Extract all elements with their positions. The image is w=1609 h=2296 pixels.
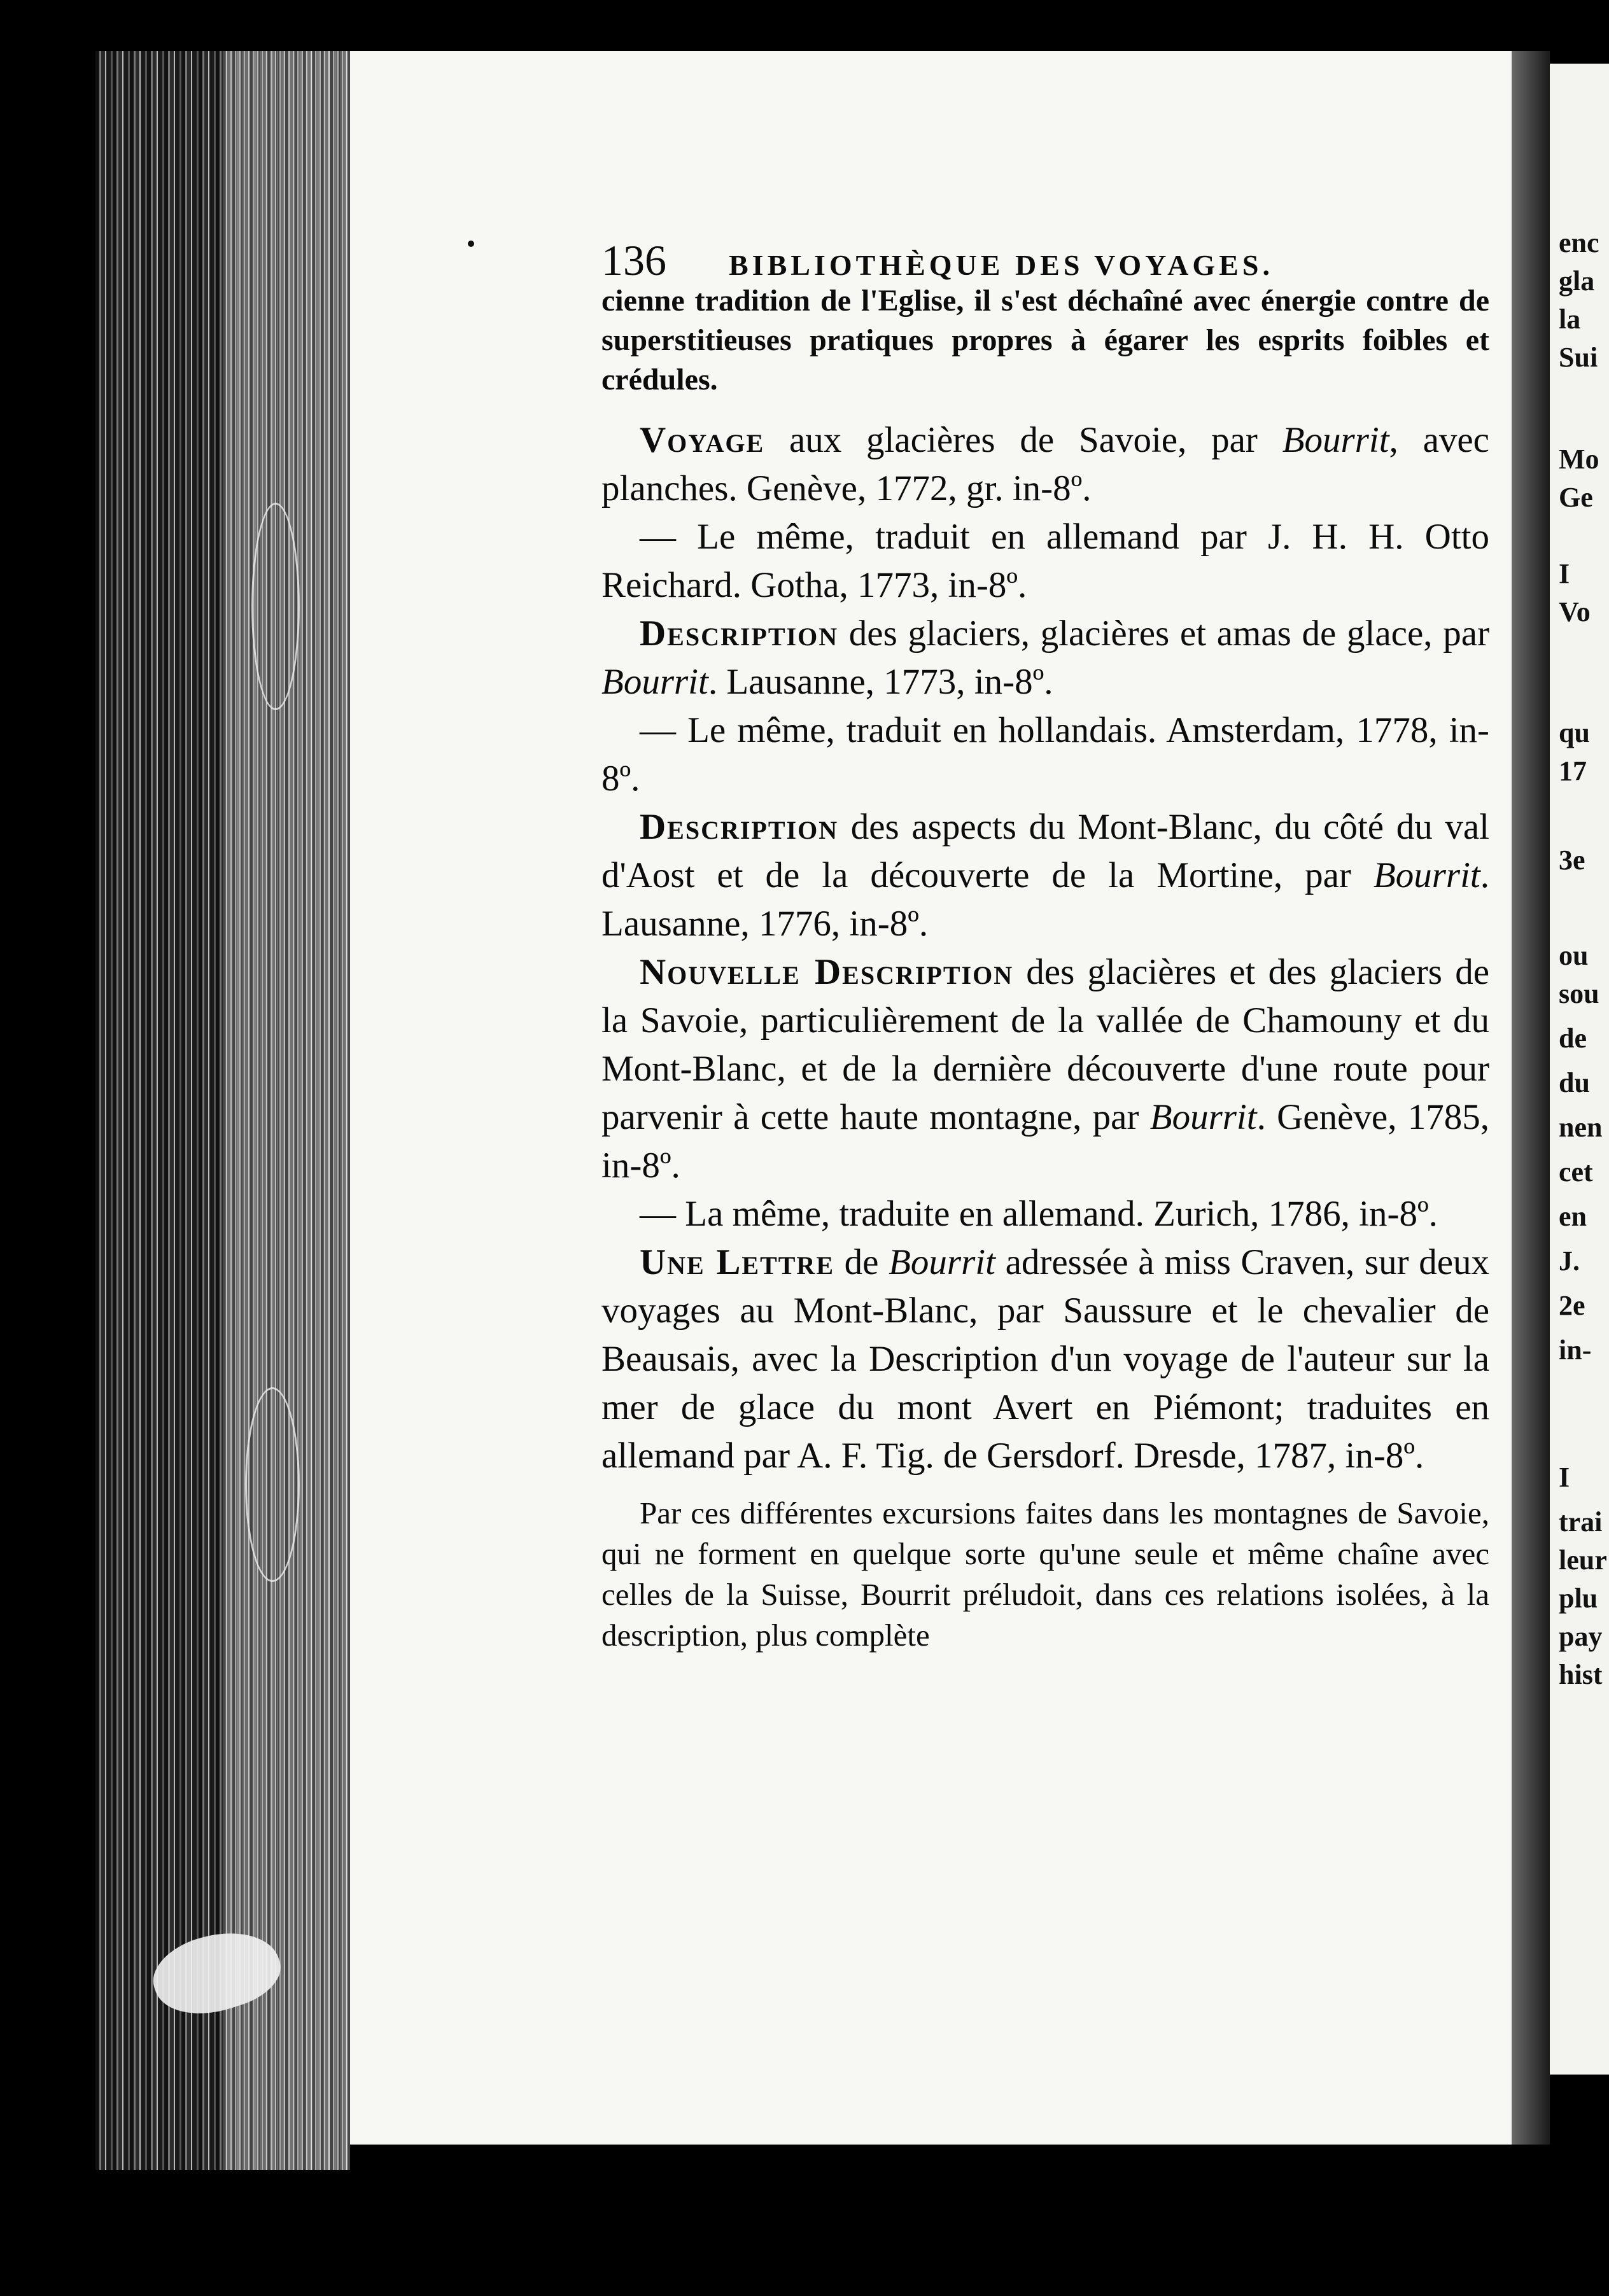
facing-page-fragment: cet (1559, 1156, 1593, 1187)
bibliography-entry (601, 610, 1489, 706)
bibliography-entry (601, 948, 1489, 1190)
bibliography-entries (601, 416, 1489, 1480)
facing-page-fragment: 3e (1559, 844, 1585, 876)
facing-page-fragment: nen (1559, 1112, 1603, 1143)
book-gutter (1512, 51, 1550, 2145)
entry-text: — Le même, traduit en hollandais. Amsterdam, 1778, in-8º. (601, 710, 1489, 799)
facing-page-fragment: gla (1559, 265, 1595, 297)
entry-translation (601, 1190, 1489, 1238)
entry-text: aux glacières de Savoie, par (764, 420, 1282, 460)
text-block (601, 235, 1489, 1656)
facing-page-fragment: Sui (1559, 342, 1598, 373)
entry-text: . Genève, 1785, in-8º. (601, 1097, 1489, 1186)
entry-heading: Voyage (640, 420, 765, 460)
entry-text: . Lausanne, 1773, in-8º. (708, 662, 1053, 702)
facing-page-fragment: du (1559, 1067, 1590, 1098)
entry-text: — La même, traduite en allemand. Zurich, 1786, in-8º. (640, 1194, 1438, 1234)
facing-page-fragment: pay (1559, 1621, 1603, 1652)
running-title: BIBLIOTHÈQUE DES VOYAGES. (729, 249, 1274, 281)
facing-page-fragment: J. (1559, 1245, 1580, 1277)
entry-author: Bourrit (1149, 1097, 1257, 1137)
facing-page-fragment: trai (1559, 1506, 1603, 1537)
facing-page-fragment: I (1559, 1462, 1570, 1493)
facing-page-fragment: Vo (1559, 596, 1591, 627)
entry-translation (601, 513, 1489, 610)
facing-page-fragment: la (1559, 304, 1581, 335)
entry-text: des aspects du Mont-Blanc, du côté du val d'Aost et de la découverte de la Mortine, par (601, 807, 1489, 895)
entry-heading: Description (640, 807, 839, 847)
entry-author: Bourrit (1373, 855, 1480, 895)
facing-page-fragment: sou (1559, 978, 1599, 1009)
thread-mark (251, 503, 300, 710)
entry-text: de (834, 1242, 889, 1282)
facing-page-fragment: en (1559, 1201, 1587, 1232)
entry-author: Bourrit (1282, 420, 1389, 460)
closing-paragraph: Par ces différentes excursions faites dans les montagnes de Savoie, qui ne forment en quelque sorte qu'une seule et même chaîne avec celles de la Suisse, Bourrit préludoit, dans ces relations isolées, à la description, plus complète (601, 1495, 1489, 1653)
facing-page-fragment: plu (1559, 1583, 1598, 1614)
running-head (601, 235, 1489, 284)
facing-page-fragment: hist (1559, 1659, 1603, 1690)
bibliography-entry (601, 416, 1489, 513)
entry-heading: Nouvelle Description (640, 952, 1014, 992)
thread-mark (245, 1387, 300, 1582)
entry-text: , avec planches. Genève, 1772, gr. in-8º. (601, 420, 1489, 508)
continued-text: cienne tradition de l'Eglise, il s'est déchaîné avec énergie contre de superstitieuses pratiques propres à égarer les esprits foibles et crédules. (601, 284, 1489, 396)
facing-page-fragment: I (1559, 558, 1570, 589)
facing-page-fragment: Mo (1559, 444, 1599, 475)
page-number: 136 (601, 236, 666, 284)
bibliography-entry (601, 1238, 1489, 1480)
entry-text: des glacières et des glaciers de la Savoie, particulièrement de la vallée de Chamouny et du Mont-Blanc, et de la dernière découverte d'une route pour parvenir à cette haute montagne, par (601, 952, 1489, 1137)
facing-page-fragment: 2e (1559, 1290, 1585, 1321)
entry-author: Bourrit (889, 1242, 995, 1282)
facing-page-fragment: 17 (1559, 755, 1587, 787)
facing-page-fragment: in- (1559, 1334, 1592, 1366)
bibliography-entry (601, 803, 1489, 948)
facing-page-fragment: de (1559, 1023, 1587, 1054)
entry-text: . Lausanne, 1776, in-8º. (601, 855, 1489, 944)
ink-dot (468, 241, 474, 247)
facing-page (1550, 64, 1609, 2075)
facing-page-fragment: leur (1559, 1544, 1607, 1576)
entry-text: des glaciers, glacières et amas de glace, par (838, 613, 1489, 654)
entry-heading: Une Lettre (640, 1242, 834, 1282)
entry-text: adressée à miss Craven, sur deux voyages au Mont-Blanc, par Saussure et le chevalier de Beausais, avec la Description d'un voyage de l'auteur sur la mer de glace du mont Avert en Piémont; traduites en allemand par A. F. Tig. de Gersdorf. Dresde, 1787, in-8º. (601, 1242, 1489, 1476)
entry-text: — Le même, traduit en allemand par J. H. H. Otto Reichard. Gotha, 1773, in-8º. (601, 517, 1489, 605)
entry-translation (601, 706, 1489, 803)
facing-page-fragment: qu (1559, 717, 1590, 748)
book-edge-highlight (223, 51, 350, 2170)
entry-heading: Description (640, 613, 839, 654)
facing-page-fragment: ou (1559, 940, 1589, 971)
entry-author: Bourrit (601, 662, 708, 702)
facing-page-fragment: Ge (1559, 482, 1593, 513)
facing-page-fragment: enc (1559, 227, 1599, 258)
